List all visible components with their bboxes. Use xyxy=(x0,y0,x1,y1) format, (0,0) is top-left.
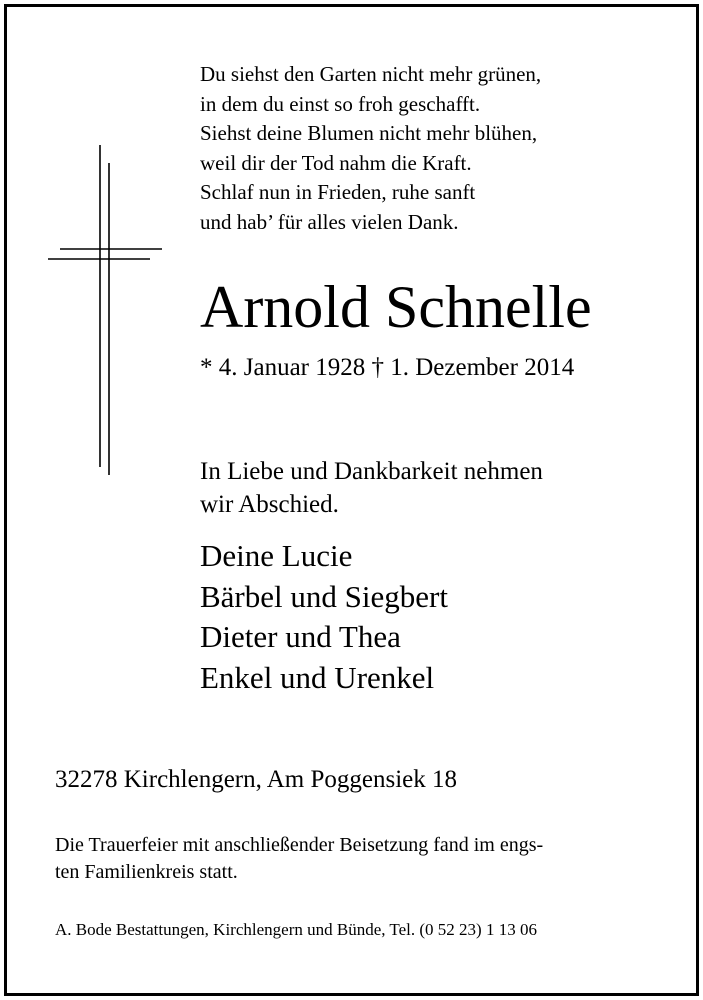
poem-line: und hab’ für alles vielen Dank. xyxy=(200,209,459,234)
farewell-text xyxy=(200,455,543,521)
cross-icon xyxy=(45,145,175,475)
poem-line: weil dir der Tod nahm die Kraft. xyxy=(200,150,472,175)
undertaker-info: A. Bode Bestattungen, Kirchlengern und Bünde, Tel. (0 52 23) 1 13 06 xyxy=(55,920,537,939)
poem xyxy=(200,60,541,237)
notice-line: Die Trauerfeier mit anschließender Beisetzung fand im engs- xyxy=(55,834,544,856)
mourner-name: Enkel und Urenkel xyxy=(200,659,435,695)
mourners-list xyxy=(200,536,448,698)
address: 32278 Kirchlengern, Am Poggensiek 18 xyxy=(55,766,458,793)
poem-line: in dem du einst so froh geschafft. xyxy=(200,91,481,116)
poem-line: Siehst deine Blumen nicht mehr blühen, xyxy=(200,121,538,145)
farewell-line: wir Abschied. xyxy=(200,491,339,518)
notice-line: ten Familienkreis statt. xyxy=(55,861,238,883)
farewell-line: In Liebe und Dankbarkeit nehmen xyxy=(200,458,543,485)
poem-line: Du siehst den Garten nicht mehr grünen, xyxy=(200,62,542,86)
life-dates: * 4. Januar 1928 † 1. Dezember 2014 xyxy=(200,354,575,381)
deceased-name: Arnold Schnelle xyxy=(200,274,592,340)
mourner-name: Bärbel und Siegbert xyxy=(200,578,448,614)
funeral-notice xyxy=(55,832,543,886)
mourner-name: Deine Lucie xyxy=(200,538,353,573)
mourner-name: Dieter und Thea xyxy=(200,619,401,654)
poem-line: Schlaf nun in Frieden, ruhe sanft xyxy=(200,180,476,204)
